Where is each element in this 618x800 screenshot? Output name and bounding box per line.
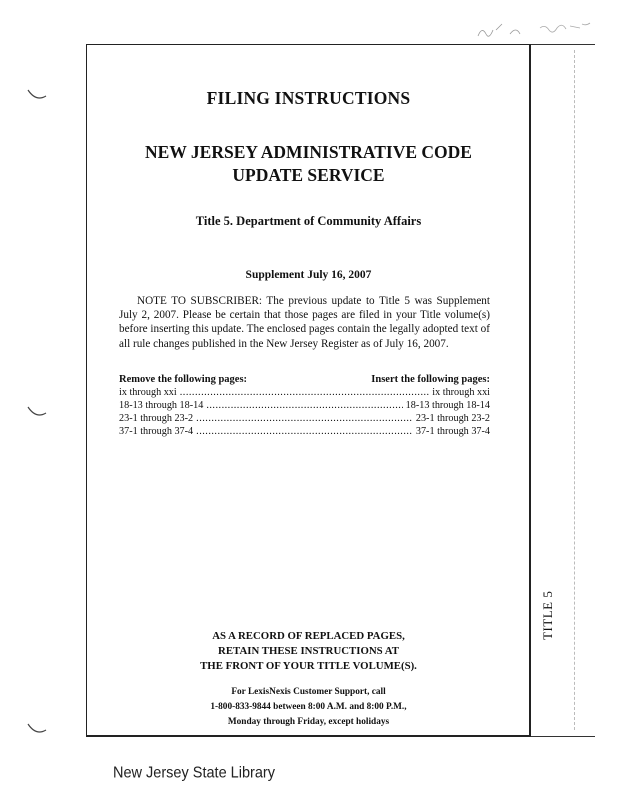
- insert-cell: 18-13 through 18-14: [405, 399, 490, 411]
- pages-table-header: [119, 374, 490, 385]
- retain-line: RETAIN THESE INSTRUCTIONS AT: [218, 645, 399, 658]
- leader-dots: [196, 413, 413, 426]
- leader-dots: [206, 400, 402, 413]
- insert-cell: 37-1 through 37-4: [415, 425, 490, 437]
- retain-line: AS A RECORD OF REPLACED PAGES,: [212, 630, 405, 642]
- handwritten-mark: [470, 16, 600, 44]
- supplement-date: Supplement July 16, 2007: [245, 269, 372, 281]
- pages-table: [119, 387, 490, 439]
- tab-divider-bottom: [531, 736, 595, 737]
- retain-instructions: [86, 629, 531, 675]
- leader-dots: [180, 387, 430, 400]
- document-heading: FILING INSTRUCTIONS: [206, 88, 411, 108]
- leader-dots: [196, 426, 413, 439]
- remove-header: Remove the following pages:: [119, 374, 248, 385]
- title-tab-label: TITLE 5: [540, 590, 555, 640]
- table-row: [119, 387, 490, 400]
- table-row: [119, 400, 490, 413]
- code-title-line1: NEW JERSEY ADMINISTRATIVE CODE: [145, 142, 472, 162]
- remove-cell: 18-13 through 18-14: [119, 399, 204, 411]
- title-name: Title 5. Department of Community Affairs: [195, 214, 422, 228]
- customer-support: [86, 685, 531, 730]
- table-row: [119, 413, 490, 426]
- insert-cell: ix through xxi: [432, 387, 490, 398]
- remove-cell: 37-1 through 37-4: [119, 425, 194, 437]
- tab-divider-top: [531, 44, 595, 45]
- insert-header: Insert the following pages:: [371, 374, 490, 385]
- remove-cell: ix through xxi: [119, 387, 177, 398]
- support-line: For LexisNexis Customer Support, call: [231, 687, 386, 697]
- table-row: [119, 426, 490, 439]
- code-title-line2: UPDATE SERVICE: [232, 165, 385, 185]
- subscriber-note: NOTE TO SUBSCRIBER: The previous update to Title 5 was Supplement July 2, 2007. Please be certain that those pages are filed in your Title volume(s) before inserting this update. The enclosed pages contain the legally adopted text of all rule changes published in the New Jersey Register as of July 16, 2007.: [119, 295, 490, 350]
- retain-line: THE FRONT OF YOUR TITLE VOLUME(S).: [200, 660, 417, 673]
- binder-hole-mark: [26, 405, 48, 419]
- support-line: Monday through Friday, except holidays: [227, 717, 390, 727]
- library-stamp: New Jersey State Library: [113, 764, 275, 782]
- remove-cell: 23-1 through 23-2: [119, 412, 194, 424]
- support-line: 1-800-833-9844 between 8:00 A.M. and 8:00 P.M.,: [210, 702, 407, 712]
- tab-edge: [574, 50, 576, 730]
- insert-cell: 23-1 through 23-2: [415, 412, 490, 424]
- binder-hole-mark: [26, 722, 48, 736]
- binder-hole-mark: [26, 88, 48, 102]
